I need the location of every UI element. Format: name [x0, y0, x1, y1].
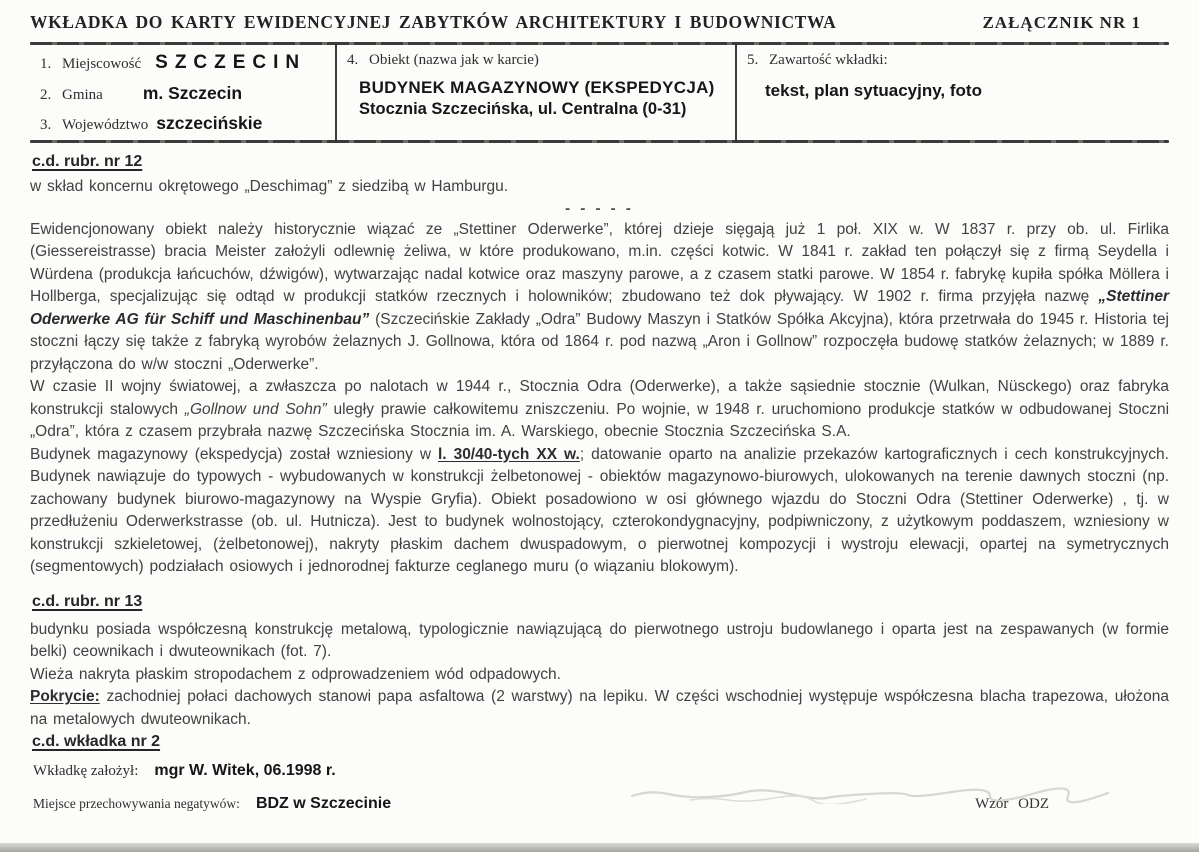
form-code-label: Wzór ODZ — [975, 796, 1049, 812]
location-cell — [30, 45, 335, 140]
section-12-heading: c.d. rubr. nr 12 — [32, 153, 143, 170]
row-label: Zawartość wkładki: — [769, 52, 888, 68]
paragraph-history-1: Ewidencjonowany obiekt należy historycznie wiązać ze „Stettiner Oderwerke”, której dzieje sięgają już 1 poł. XIX w. W 1837 r. przy ob. ul. Firlika (Giessereistrasse) bracia Meister założyli odlewnię żeliwa, w które produkowano, m.in. części kotwic. W 1841 r. zakład ten połączył się z firmą Seydella i Würdena (produkcja łańcuchów, dźwigów), wytwarzając nadal kotwice oraz maszyny parowe, a z czasem statki parowe. W 1854 r. fabrykę kupiła spółka Möllera i Hollberga, specjalizując się odtąd w produkcji statków rzecznych i holowników; zbudowano też dok pływający. W 1902 r. firma przyjęła nazwę „Stettiner Oderwerke AG für Schiff und Maschinenbau” (Szczecińskie Zakłady „Odra” Budowy Maszyn i Statków Spółka Akcyjna), która przetrwała do 1945 r. Historia tej stoczni łączy się także z fabryką wyrobów żelaznych J. Gollnowa, która od 1864 r. pod nazwą „Aron i Gollnow” rozpoczęła budowę statków żelaznych; w 1889 r. przyłączona do w/w stoczni „Oderwerke”. — [30, 220, 1169, 373]
row-wojewodztwo — [40, 113, 325, 134]
document-header — [30, 12, 1169, 33]
author-value: mgr W. Witek, 06.1998 r. — [154, 762, 336, 779]
commune-value: m. Szczecin — [142, 83, 243, 103]
paragraph-intro: w skład koncernu okrętowego „Deschimag” z siedzibą w Hamburgu. — [30, 178, 509, 195]
object-address: Stocznia Szczecińska, ul. Centralna (0-31) — [359, 100, 687, 118]
row-label: Gmina — [62, 87, 103, 103]
row-number: 2. — [40, 87, 52, 103]
table-bottom-divider — [30, 140, 1169, 143]
author-label: Wkładkę założył: — [33, 763, 139, 779]
annex-label: ZAŁĄCZNIK NR 1 — [982, 13, 1141, 32]
row-miejscowosc — [40, 52, 325, 74]
object-name: BUDYNEK MAGAZYNOWY (EKSPEDYCJA) — [359, 78, 715, 97]
object-cell — [335, 45, 735, 140]
continuation-heading: c.d. wkładka nr 2 — [32, 733, 161, 750]
negatives-label: Miejsce przechowywania negatywów: — [33, 796, 240, 811]
section-rubr-13 — [30, 593, 1169, 752]
row-number: 1. — [40, 56, 52, 72]
row-gmina — [40, 83, 325, 104]
paragraph-structure: budynku posiada współczesną konstrukcję metalową, typologicznie nawiązującą do pierwotnego ustroju budowlanego i oparta jest na zespawanych (w formie belki) ceownikach i dwuteownikach (fot. 7). — [30, 620, 1169, 660]
section-rubr-12 — [30, 153, 1169, 579]
author-row — [30, 762, 1169, 780]
contents-value: tekst, plan sytuacyjny, foto — [765, 81, 982, 100]
negatives-value: BDZ w Szczecinie — [255, 795, 392, 812]
row-label: Województwo — [62, 117, 149, 133]
row-label: Miejscowość — [62, 56, 142, 72]
contents-cell — [735, 45, 1169, 140]
row-zawartosc — [747, 52, 1159, 69]
row-number: 3. — [40, 117, 52, 133]
row-number: 4. — [347, 52, 359, 68]
section-13-heading: c.d. rubr. nr 13 — [32, 592, 143, 610]
paragraph-history-2: W czasie II wojny światowej, a zwłaszcza po nalotach w 1944 r., Stocznia Odra (Oderwerke), a także sąsiednie stocznie (Wulkan, Nüsckego) oraz fabryka konstrukcji stalowych „Gollnow und Sohn” uległy prawie całkowitemu zniszczeniu. Po wojnie, w 1948 r. uruchomiono produkcje statków w odbudowanej Stoczni „Odra”, która z czasem przybrała nazwę Szczecińska Stocznia im. A. Warskiego, obecnie Stocznia Szczecińska S.A. — [30, 378, 1170, 440]
scan-bottom-edge — [0, 843, 1199, 852]
city-value: SZCZECIN — [155, 52, 307, 73]
document-title: WKŁADKA DO KARTY EWIDENCYJNEJ ZABYTKÓW ARCHITEKTURY I BUDOWNICTWA — [30, 12, 837, 32]
row-label: Obiekt (nazwa jak w karcie) — [369, 52, 539, 68]
info-table — [30, 45, 1169, 140]
paragraph-building: Budynek magazynowy (ekspedycja) został wzniesiony w l. 30/40-tych XX w.; datowanie oparto na analizie przekazów kartograficznych i cech konstrukcyjnych. Budynek nawiązuje do typowych - wybudowanych w konstrukcji żelbetonowej - obiektów magazynowo-biurowych, ulokowanych na terenie dawnych stoczni (np. zachowany budynek biurowo-magazynowy na Wyspie Gryfia). Obiekt posadowiono w osi głównego wjazdu do Stoczni Odra (Stettiner Oderwerke) , tj. w przedłużeniu Oderwerkstrasse (ob. ul. Hutnicza). Jest to budynek wolnostojący, czterokondygnacyjny, podpiwniczony, z użytkowym poddaszem, wzniesiony w konstrukcji szkieletowej, (żelbetonowej), nakryty płaskim dachem dwuspadowym, o pierwotnej kompozycji i wystroju elewacji, opartej na symetrycznych (segmentowych) podziałach osiowych i jednorodnej fakturze ceglanego muru (o wiązaniu blokowym). — [30, 445, 1169, 575]
separator-dashes: - - - - - — [565, 199, 634, 217]
voivodeship-value: szczecińskie — [156, 113, 263, 133]
pencil-smudge-icon — [630, 786, 1110, 804]
row-obiekt — [347, 52, 725, 69]
row-number: 5. — [747, 52, 759, 68]
paragraph-roofing: Pokrycie: zachodniej połaci dachowych stanowi papa asfaltowa (2 warstwy) na lepiku. W części wschodniej występuje współczesna blacha trapezowa, ułożona na metalowych dwuteownikach. — [30, 688, 1169, 728]
paragraph-tower: Wieża nakryta płaskim stropodachem z odprowadzeniem wód odpadowych. — [30, 665, 561, 683]
